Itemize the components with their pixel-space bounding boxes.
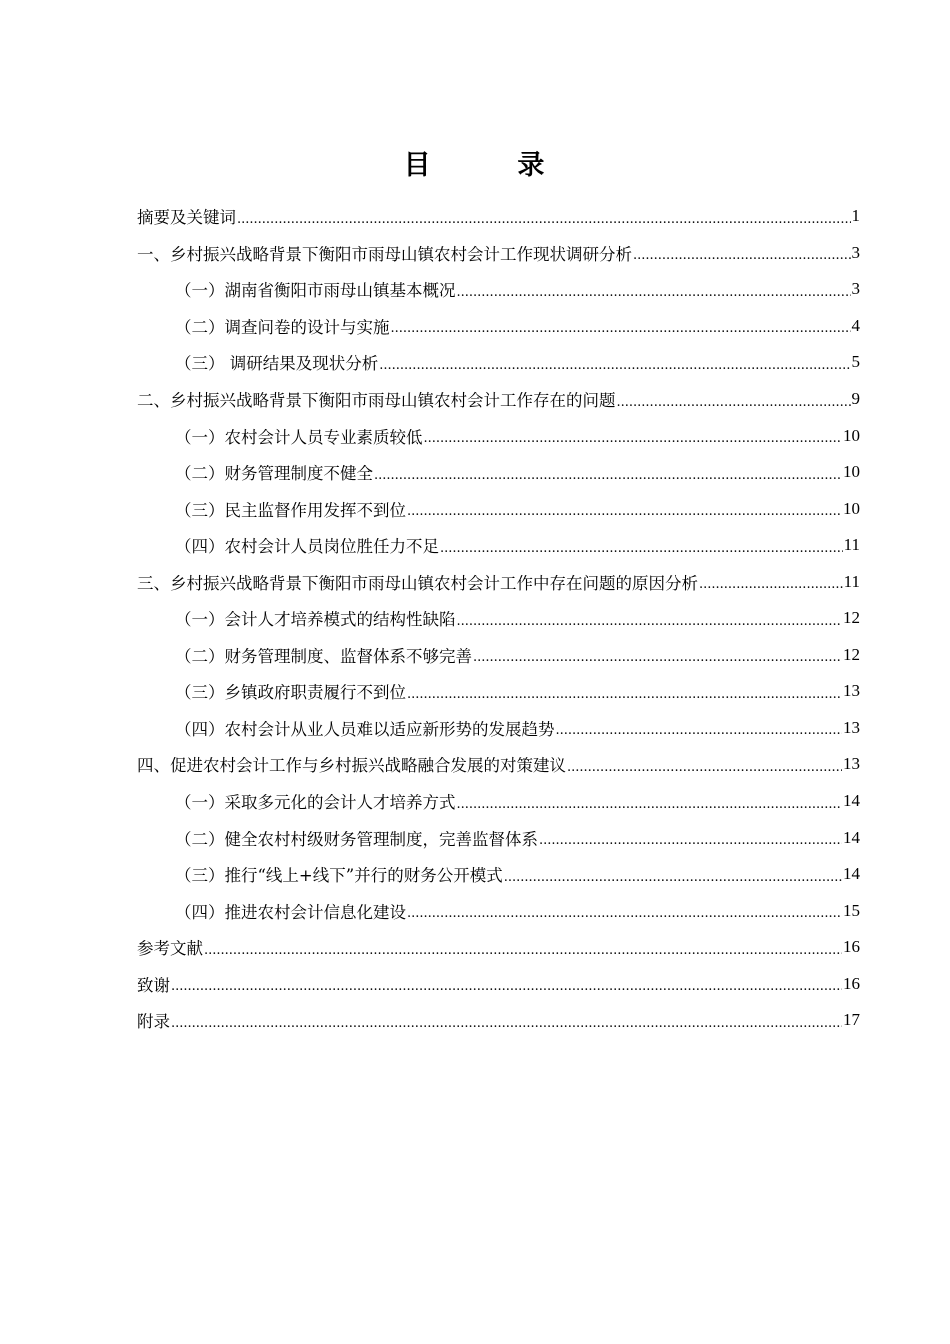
dot-leader xyxy=(171,1016,842,1031)
toc-entry-page-number: 1 xyxy=(851,206,860,226)
dot-leader xyxy=(504,870,842,885)
toc-entry-label: 二、乡村振兴战略背景下衡阳市雨母山镇农村会计工作存在的问题 xyxy=(137,391,616,410)
dot-leader xyxy=(567,760,842,775)
toc-entry[interactable] xyxy=(137,235,860,272)
toc-entry-page-number: 9 xyxy=(851,389,860,408)
toc-entry-page-number: 3 xyxy=(851,279,860,299)
dot-leader xyxy=(617,395,851,410)
toc-entry[interactable] xyxy=(137,198,860,235)
toc-entry-page-number: 4 xyxy=(851,315,860,335)
toc-entry-label: （一）农村会计人员专业素质较低 xyxy=(175,427,423,447)
toc-entry-label: 附录 xyxy=(137,1012,170,1032)
title-char-right: 录 xyxy=(517,150,547,181)
toc-entry[interactable] xyxy=(137,527,860,564)
dot-leader xyxy=(237,212,851,227)
toc-entry-label: （二）财务管理制度不健全 xyxy=(175,464,373,484)
dot-leader xyxy=(539,833,842,848)
toc-entry[interactable] xyxy=(137,308,860,345)
dot-leader xyxy=(407,504,842,519)
toc-entry-page-number: 13 xyxy=(843,754,860,774)
toc-entry[interactable] xyxy=(137,381,860,418)
dot-leader xyxy=(473,650,842,665)
dot-leader xyxy=(374,468,842,483)
dot-leader xyxy=(440,541,843,556)
toc-entry-page-number: 3 xyxy=(851,242,860,262)
toc-entry[interactable] xyxy=(137,637,860,674)
dot-leader xyxy=(457,285,851,300)
dot-leader xyxy=(424,431,843,446)
toc-entry-label: （二）调查问卷的设计与实施 xyxy=(175,317,390,337)
toc-entry-page-number: 16 xyxy=(843,937,860,957)
toc-entry[interactable] xyxy=(137,600,860,637)
toc-entry-page-number: 13 xyxy=(843,681,860,701)
toc-entry[interactable] xyxy=(137,746,860,783)
toc-entry[interactable] xyxy=(137,1002,860,1039)
dot-leader xyxy=(556,723,843,738)
toc-entry-label: 四、促进农村会计工作与乡村振兴战略融合发展的对策建议 xyxy=(137,756,566,776)
dot-leader xyxy=(407,906,842,921)
toc-entry[interactable] xyxy=(137,673,860,710)
page-title xyxy=(0,143,950,182)
toc-entry[interactable] xyxy=(137,271,860,308)
toc-entry-page-number: 12 xyxy=(843,608,860,628)
toc-entry[interactable] xyxy=(137,417,860,454)
toc-entry-page-number: 12 xyxy=(843,644,860,664)
dot-leader xyxy=(204,943,842,958)
dot-leader xyxy=(171,979,842,994)
dot-leader xyxy=(633,248,851,263)
toc-entry-label: （三）乡镇政府职责履行不到位 xyxy=(175,683,406,703)
toc-entry[interactable] xyxy=(137,563,860,600)
toc-entry-page-number: 10 xyxy=(843,425,860,445)
dot-leader xyxy=(407,687,842,702)
dot-leader xyxy=(699,577,843,592)
toc-entry-page-number: 17 xyxy=(843,1010,860,1030)
toc-entry-label: （二）财务管理制度、监督体系不够完善 xyxy=(175,646,472,666)
toc-entry-label: （一）采取多元化的会计人才培养方式 xyxy=(175,793,456,813)
toc-entry[interactable] xyxy=(137,344,860,381)
toc-entry-label: 参考文献 xyxy=(137,939,203,959)
dot-leader xyxy=(457,797,843,812)
toc-entry-page-number: 11 xyxy=(843,535,860,555)
toc-entry-label: （四）推进农村会计信息化建设 xyxy=(175,902,406,922)
toc-entry-label: 一、乡村振兴战略背景下衡阳市雨母山镇农村会计工作现状调研分析 xyxy=(137,244,632,264)
toc-entry-label: （四）农村会计从业人员难以适应新形势的发展趋势 xyxy=(175,719,555,739)
toc-entry-page-number: 10 xyxy=(843,498,860,518)
toc-entry-label: （二）健全农村村级财务管理制度，完善监督体系 xyxy=(175,829,538,849)
toc-entry-page-number: 11 xyxy=(843,571,860,591)
toc-entry-label: （一）湖南省衡阳市雨母山镇基本概况 xyxy=(175,281,456,301)
toc-entry-label: （四）农村会计人员岗位胜任力不足 xyxy=(175,537,439,557)
toc-entry[interactable] xyxy=(137,819,860,856)
toc-entry[interactable] xyxy=(137,965,860,1002)
toc-entry[interactable] xyxy=(137,929,860,966)
toc-entry-page-number: 14 xyxy=(843,827,860,847)
toc-entry[interactable] xyxy=(137,490,860,527)
toc-entry-page-number: 16 xyxy=(843,973,860,993)
toc-entry-label: 摘要及关键词 xyxy=(137,208,236,228)
toc-entry-label: （三）民主监督作用发挥不到位 xyxy=(175,500,406,520)
toc-entry-label: （一）会计人才培养模式的结构性缺陷 xyxy=(175,610,456,630)
toc-entry[interactable] xyxy=(137,454,860,491)
toc-entry-page-number: 15 xyxy=(843,900,860,920)
toc-entry[interactable] xyxy=(137,856,860,893)
toc-entry-page-number: 14 xyxy=(843,864,860,884)
table-of-contents xyxy=(137,198,860,1039)
dot-leader xyxy=(457,614,843,629)
toc-entry[interactable] xyxy=(137,783,860,820)
title-char-left: 目 xyxy=(403,150,433,181)
toc-entry-label: 致谢 xyxy=(137,975,170,995)
toc-entry-label: 三、乡村振兴战略背景下衡阳市雨母山镇农村会计工作中存在问题的原因分析 xyxy=(137,573,698,593)
toc-entry-page-number: 10 xyxy=(843,462,860,482)
toc-entry[interactable] xyxy=(137,892,860,929)
toc-entry[interactable] xyxy=(137,710,860,747)
toc-entry-page-number: 14 xyxy=(843,791,860,811)
toc-entry-label: （三） 调研结果及现状分析 xyxy=(175,354,379,374)
dot-leader xyxy=(391,321,851,336)
toc-entry-page-number: 13 xyxy=(843,717,860,737)
toc-entry-label: （三）推行“线上+线下”并行的财务公开模式 xyxy=(175,866,503,886)
dot-leader xyxy=(379,358,850,373)
toc-entry-page-number: 5 xyxy=(851,352,860,372)
